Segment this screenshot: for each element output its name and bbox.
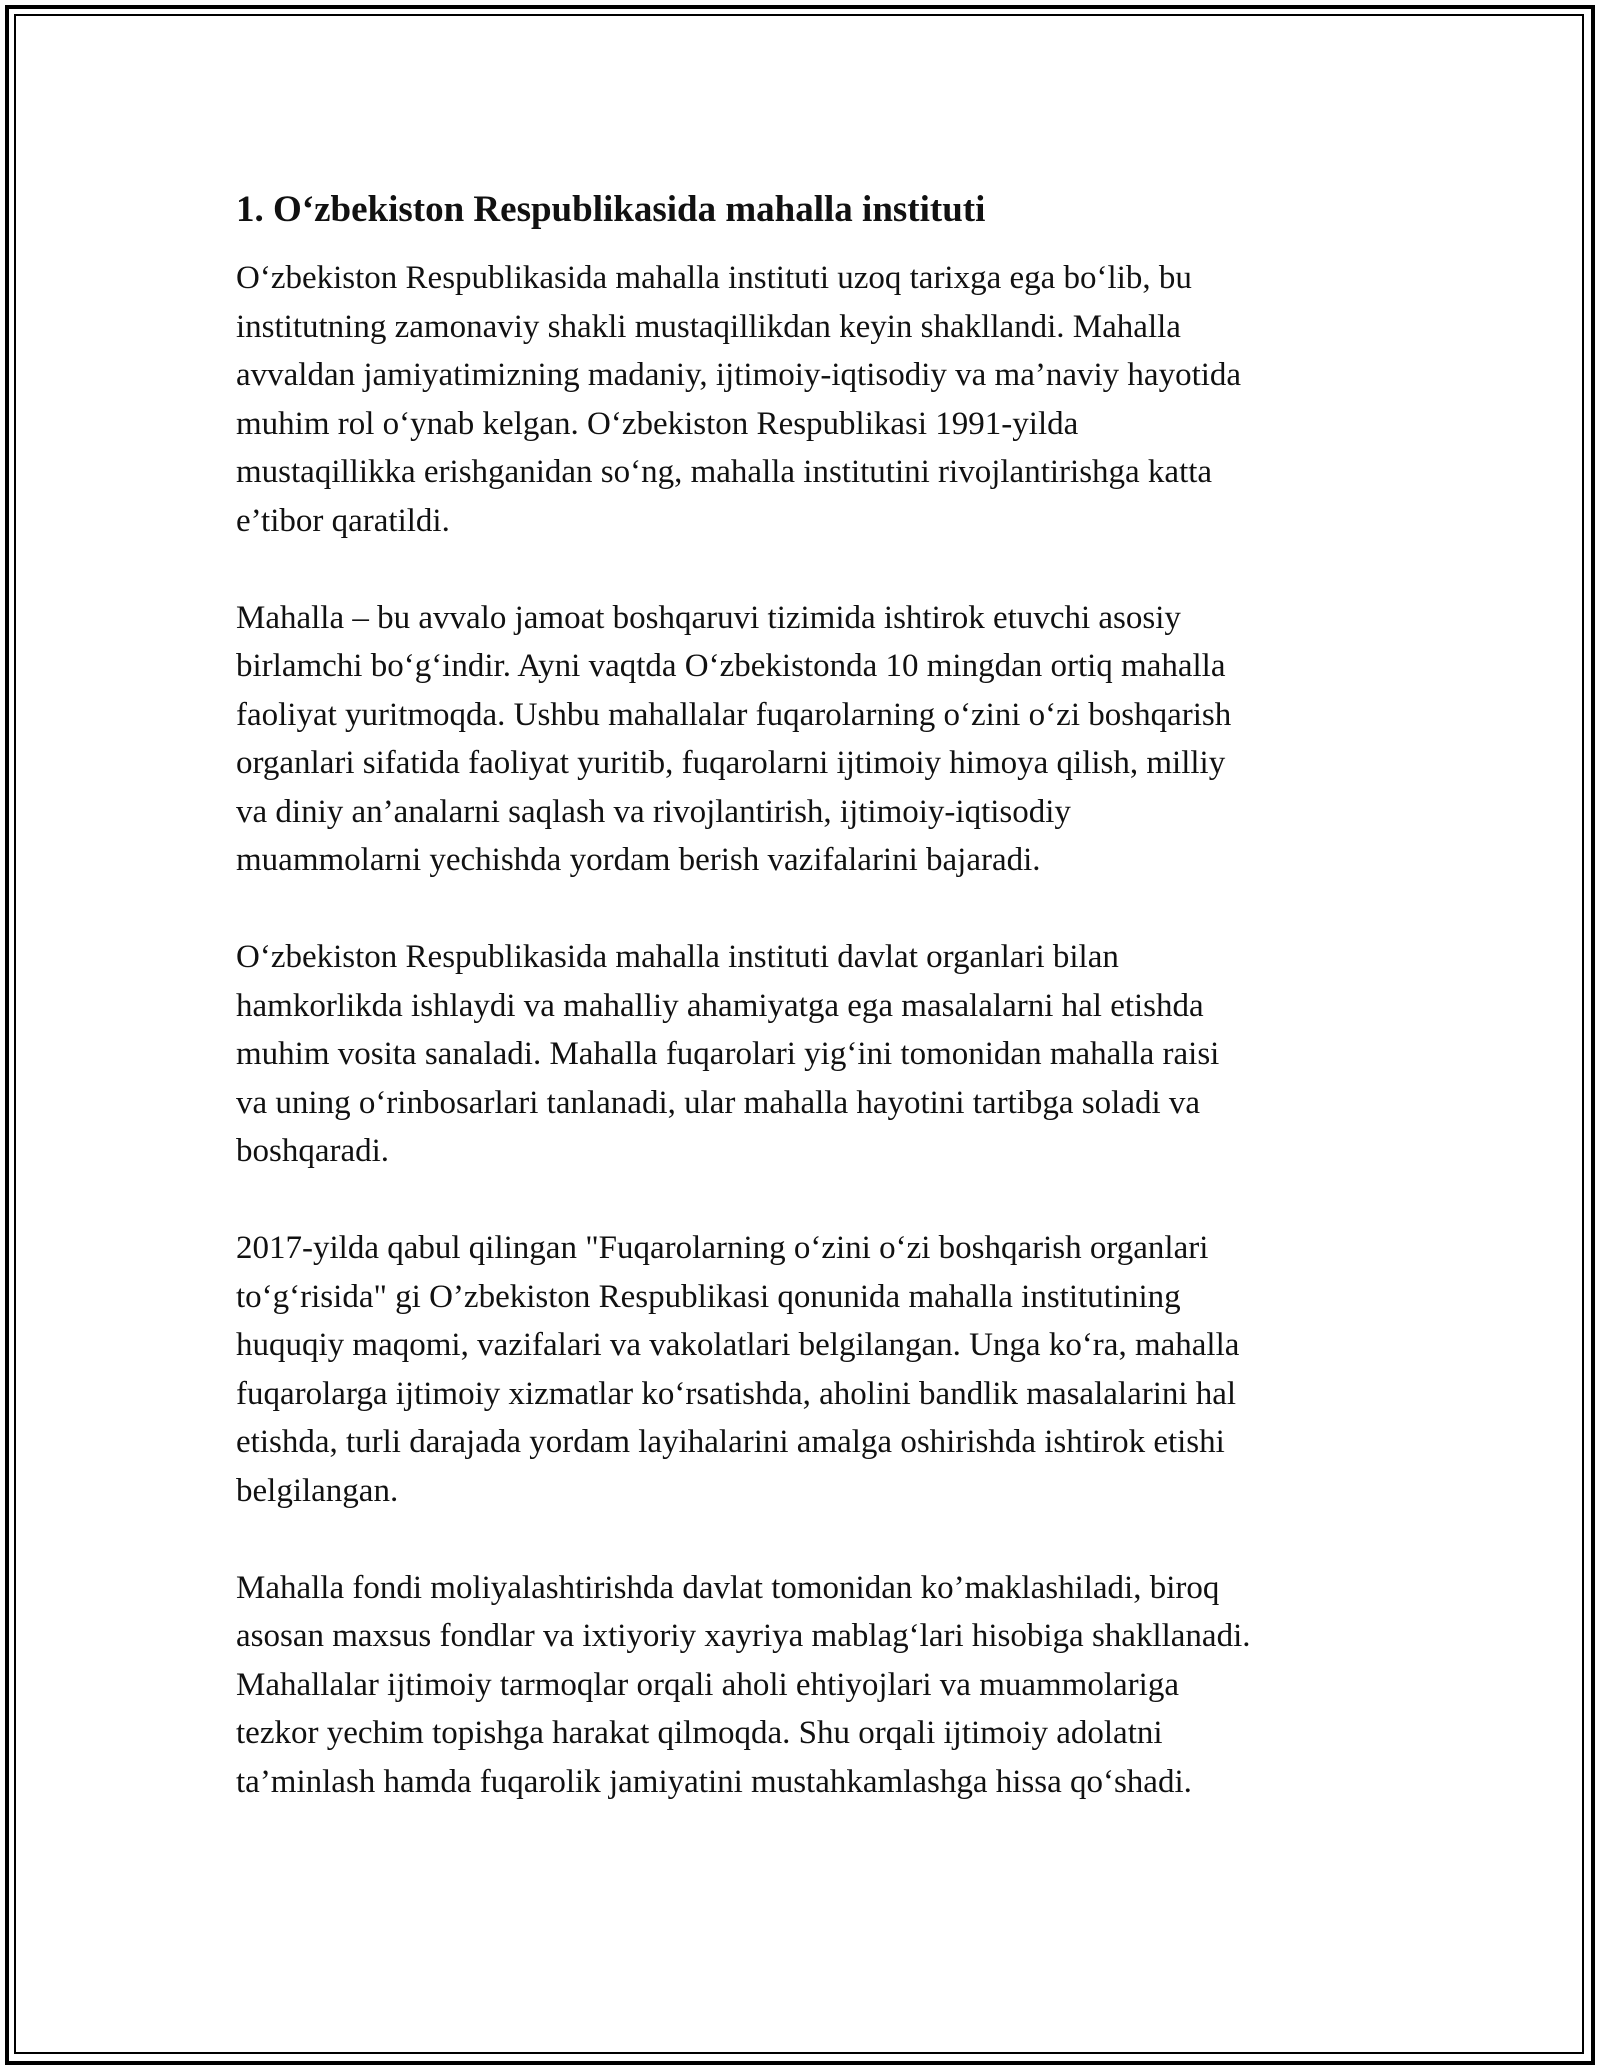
paragraph-2: Mahalla – bu avvalo jamoat boshqaruvi tizimida ishtirok etuvchi asosiy birlamchi bo‘g‘indir. Ayni vaqtda O‘zbekistonda 10 mingdan ortiq mahalla faoliyat yuritmoqda. Ushbu mahallalar fuqarolarning o‘zini o‘zi boshqarish organlari sifatida faoliyat yuritib, fuqarolarni ijtimoiy himoya qilish, milliy va diniy an’analarni saqlash va rivojlantirish, ijtimoiy-iqtisodiy muammolarni yechishda yordam berish vazifalarini bajaradi. (236, 599, 1232, 878)
paragraph-3: O‘zbekiston Respublikasida mahalla instituti davlat organlari bilan hamkorlikda ishlaydi va mahalliy ahamiyatga ega masalalarni hal etishda muhim vosita sanaladi. Mahalla fuqarolari yig‘ini tomonidan mahalla raisi va uning o‘rinbosarlari tanlanadi, ular mahalla hayotini tartibga soladi va boshqaradi. (236, 939, 1220, 1169)
paragraph-4: 2017-yilda qabul qilingan "Fuqarolarning o‘zini o‘zi boshqarish organlari to‘g‘risida" gi O’zbekiston Respublikasi qonunida mahalla institutining huquqiy maqomi, vazifalari va vakolatlari belgilangan. Unga ko‘ra, mahalla fuqarolarga ijtimoiy xizmatlar ko‘rsatishda, aholini bandlik masalalarini hal etishda, turli darajada yordam layihalarini amalga oshirishda ishtirok etishi belgilangan. (236, 1230, 1240, 1509)
paragraph-5: Mahalla fondi moliyalashtirishda davlat tomonidan ko’maklashiladi, biroq asosan maxsus fondlar va ixtiyoriy xayriya mablag‘lari hisobiga shakllanadi. Mahallalar ijtimoiy tarmoqlar orqali aholi ehtiyojlari va muammolariga tezkor yechim topishga harakat qilmoqda. Shu orqali ijtimoiy adolatni ta’minlash hamda fuqarolik jamiyatini mustahkamlashga hissa qo‘shadi. (236, 1569, 1251, 1800)
section-heading: 1. O‘zbekiston Respublikasida mahalla instituti (236, 189, 986, 230)
paragraph-1: O‘zbekiston Respublikasida mahalla instituti uzoq tarixga ega bo‘lib, bu institutning zamonaviy shakli mustaqillikdan keyin shakllandi. Mahalla avvaldan jamiyatimizning madaniy, ijtimoiy-iqtisodiy va ma’naviy hayotida muhim rol o‘ynab kelgan. O‘zbekiston Respublikasi 1991-yilda mustaqillikka erishganidan so‘ng, mahalla institutini rivojlantirishga katta e’tibor qaratildi. (236, 260, 1242, 539)
document-body (236, 186, 1386, 1806)
